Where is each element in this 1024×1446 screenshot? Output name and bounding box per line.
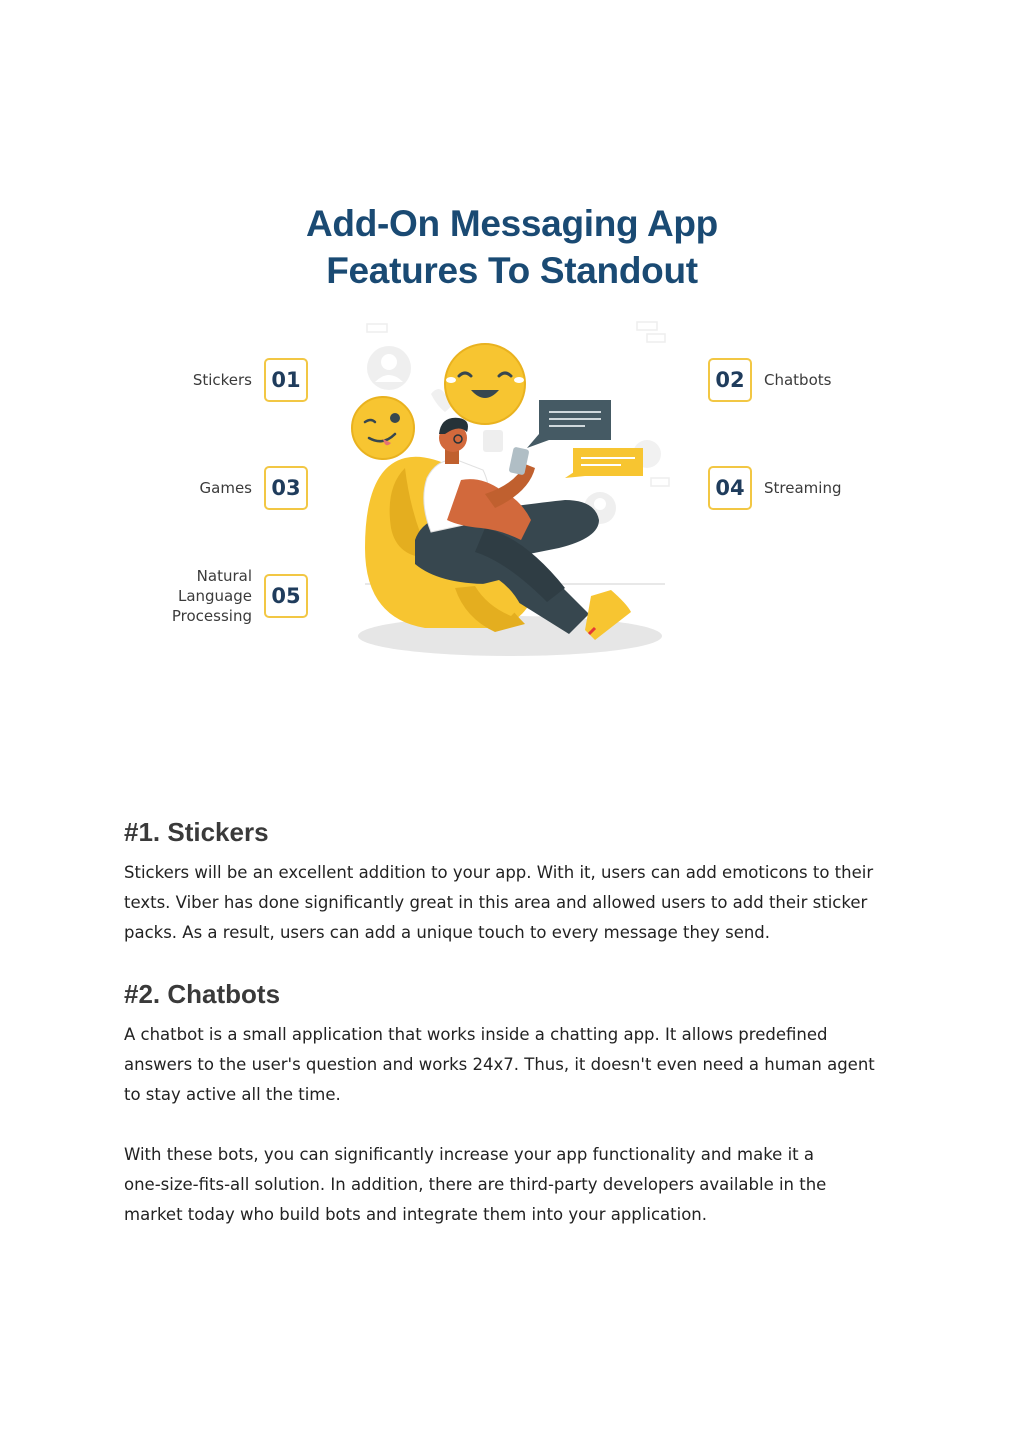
paragraph-line: packs. As a result, users can add a unique touch to every message they send. <box>124 923 771 942</box>
paragraph <box>124 1140 904 1230</box>
feature-stickers <box>190 358 308 402</box>
feature-label: Games <box>199 479 252 497</box>
feature-label-line: Processing <box>171 607 252 625</box>
feature-label: Streaming <box>764 479 842 497</box>
feature-label-line: Natural <box>196 567 252 585</box>
paragraph-line: texts. Viber has done significantly great in this area and allowed users to add their sticker <box>124 893 868 912</box>
feature-chatbots <box>708 358 831 402</box>
paragraph-line: A chatbot is a small application that works inside a chatting app. It allows predefined <box>124 1025 828 1044</box>
infographic-title <box>150 200 874 294</box>
paragraph-spacer <box>124 1110 904 1140</box>
paragraph-line: answers to the user's question and works 24x7. Thus, it doesn't even need a human agent <box>124 1055 875 1074</box>
person-on-beanbag-illustration <box>345 318 675 658</box>
feature-number: 04 <box>708 466 752 510</box>
feature-label: Stickers <box>192 371 252 389</box>
paragraph <box>124 1020 904 1110</box>
section-heading: #2. Chatbots <box>124 979 281 1009</box>
section-chatbots <box>124 974 904 1230</box>
paragraph-line: to stay active all the time. <box>124 1085 341 1104</box>
paragraph-line: Stickers will be an excellent addition to your app. With it, users can add emoticons to their <box>124 863 874 882</box>
paragraph-line: With these bots, you can significantly increase your app functionality and make it a <box>124 1145 814 1164</box>
infographic-title-line-1: Add-On Messaging App <box>306 203 718 244</box>
section-stickers <box>124 812 904 948</box>
paragraph-line: one-size-fits-all solution. In addition, there are third-party developers available in the <box>124 1175 827 1194</box>
article <box>124 812 904 1230</box>
infographic-title-line-2: Features To Standout <box>326 250 698 291</box>
paragraph <box>124 858 904 948</box>
feature-number: 01 <box>264 358 308 402</box>
feature-number: 05 <box>264 574 308 618</box>
feature-nlp <box>160 566 308 626</box>
section-heading: #1. Stickers <box>124 817 269 847</box>
feature-label <box>172 566 252 626</box>
feature-games <box>190 466 308 510</box>
feature-number: 02 <box>708 358 752 402</box>
paragraph-line: market today who build bots and integrate them into your application. <box>124 1205 707 1224</box>
feature-number: 03 <box>264 466 308 510</box>
feature-label-line: Language <box>177 587 252 605</box>
feature-streaming <box>708 466 841 510</box>
infographic <box>150 190 874 670</box>
feature-label: Chatbots <box>764 371 832 389</box>
